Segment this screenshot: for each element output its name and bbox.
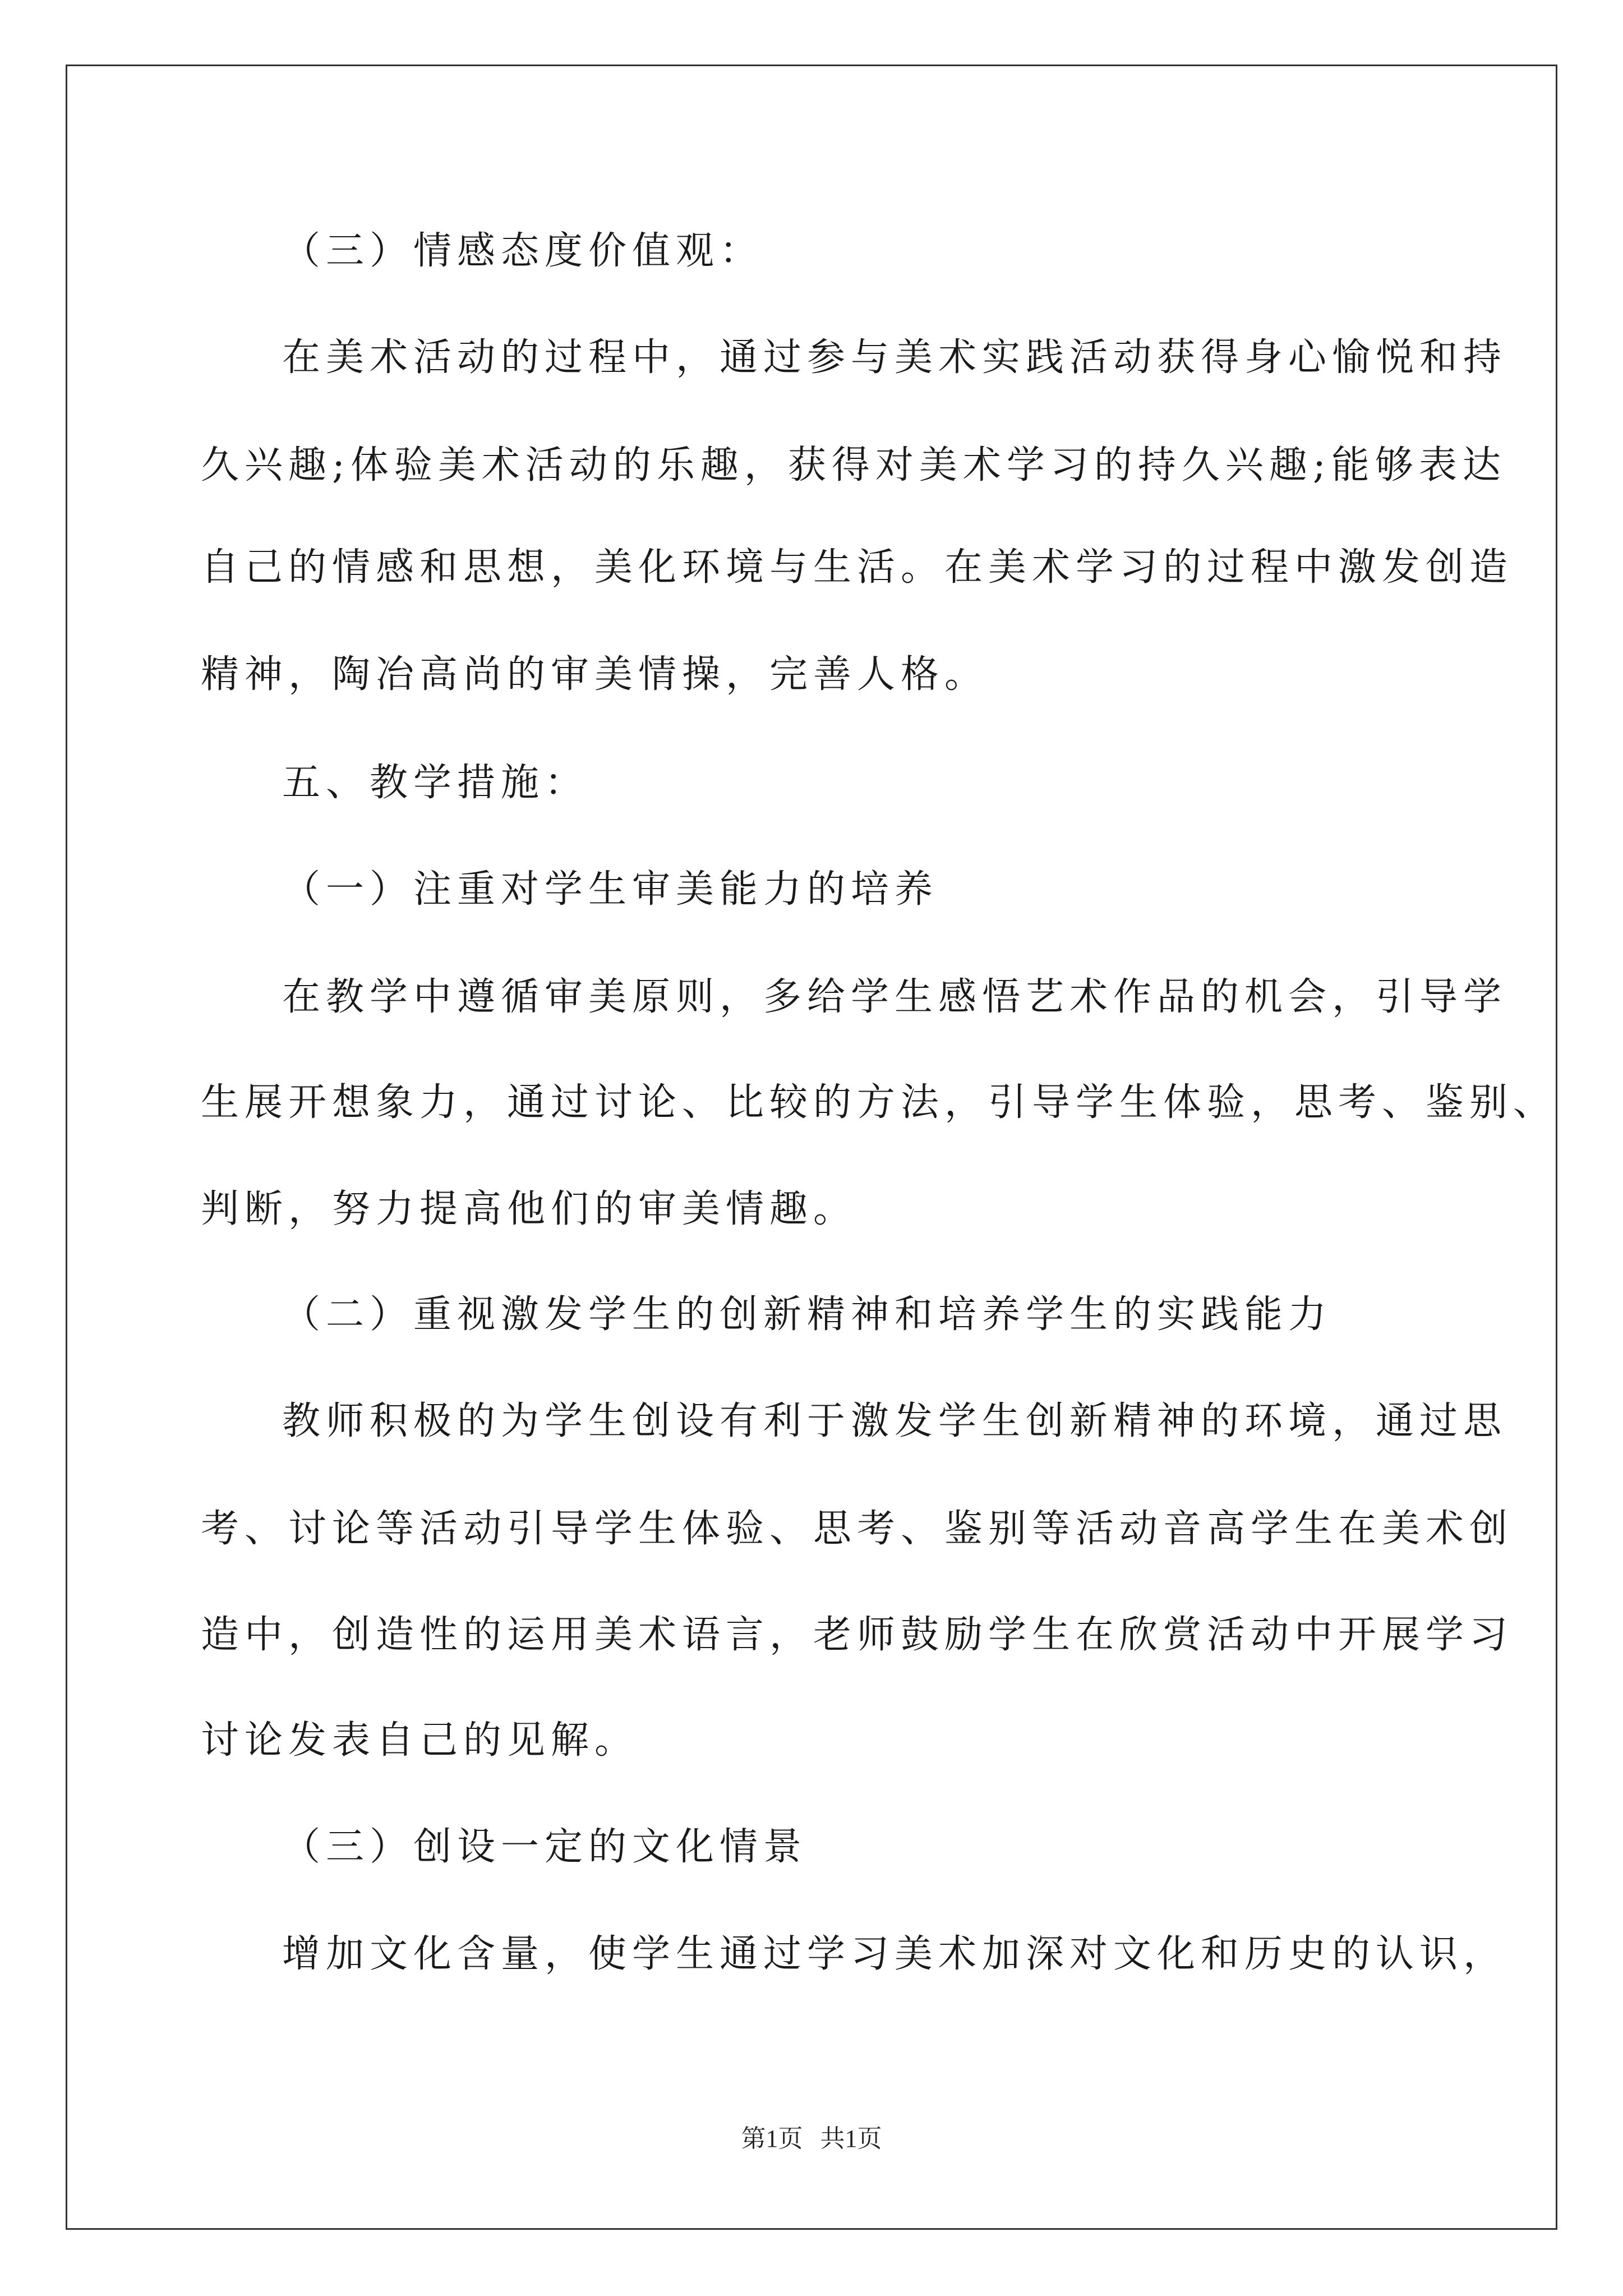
paragraph-line: 讨论发表自己的见解。 — [201, 1718, 639, 1763]
page-number-current: 第1页 — [741, 2125, 803, 2152]
page-border — [66, 65, 1557, 2230]
paragraph-line: 增加文化含量，使学生通过学习美术加深对文化和历史的认识， — [282, 1932, 1507, 1976]
section-heading-affect: （三）情感态度价值观： — [282, 229, 764, 273]
paragraph-line: 精神，陶冶高尚的审美情操，完善人格。 — [201, 652, 989, 697]
subsection-heading-innovation: （二）重视激发学生的创新精神和培养学生的实践能力 — [282, 1292, 1332, 1337]
paragraph-line: 在美术活动的过程中，通过参与美术实践活动获得身心愉悦和持 — [282, 335, 1507, 380]
subsection-heading-aesthetic: （一）注重对学生审美能力的培养 — [282, 867, 939, 912]
paragraph-line: 教师积极的为学生创设有利于激发学生创新精神的环境，通过思 — [282, 1399, 1507, 1443]
paragraph-line: 造中，创造性的运用美术语言，老师鼓励学生在欣赏活动中开展学习 — [201, 1613, 1514, 1657]
paragraph-line: 久兴趣;体验美术活动的乐趣，获得对美术学习的持久兴趣;能够表达 — [201, 443, 1506, 487]
page-footer — [0, 2123, 1623, 2155]
paragraph-line: 判断，努力提高他们的审美情趣。 — [201, 1187, 857, 1231]
page-number-total: 共1页 — [820, 2125, 882, 2152]
paragraph-line: 考、讨论等活动引导学生体验、思考、鉴别等活动音高学生在美术创 — [201, 1507, 1514, 1551]
section-heading-measures: 五、教学措施： — [282, 761, 589, 805]
paragraph-line: 自己的情感和思想，美化环境与生活。在美术学习的过程中激发创造 — [201, 545, 1514, 590]
paragraph-line: 在教学中遵循审美原则，多给学生感悟艺术作品的机会，引导学 — [282, 975, 1507, 1019]
subsection-heading-culture: （三）创设一定的文化情景 — [282, 1825, 808, 1869]
paragraph-line: 生展开想象力，通过讨论、比较的方法，引导学生体验，思考、鉴别、 — [201, 1080, 1557, 1125]
